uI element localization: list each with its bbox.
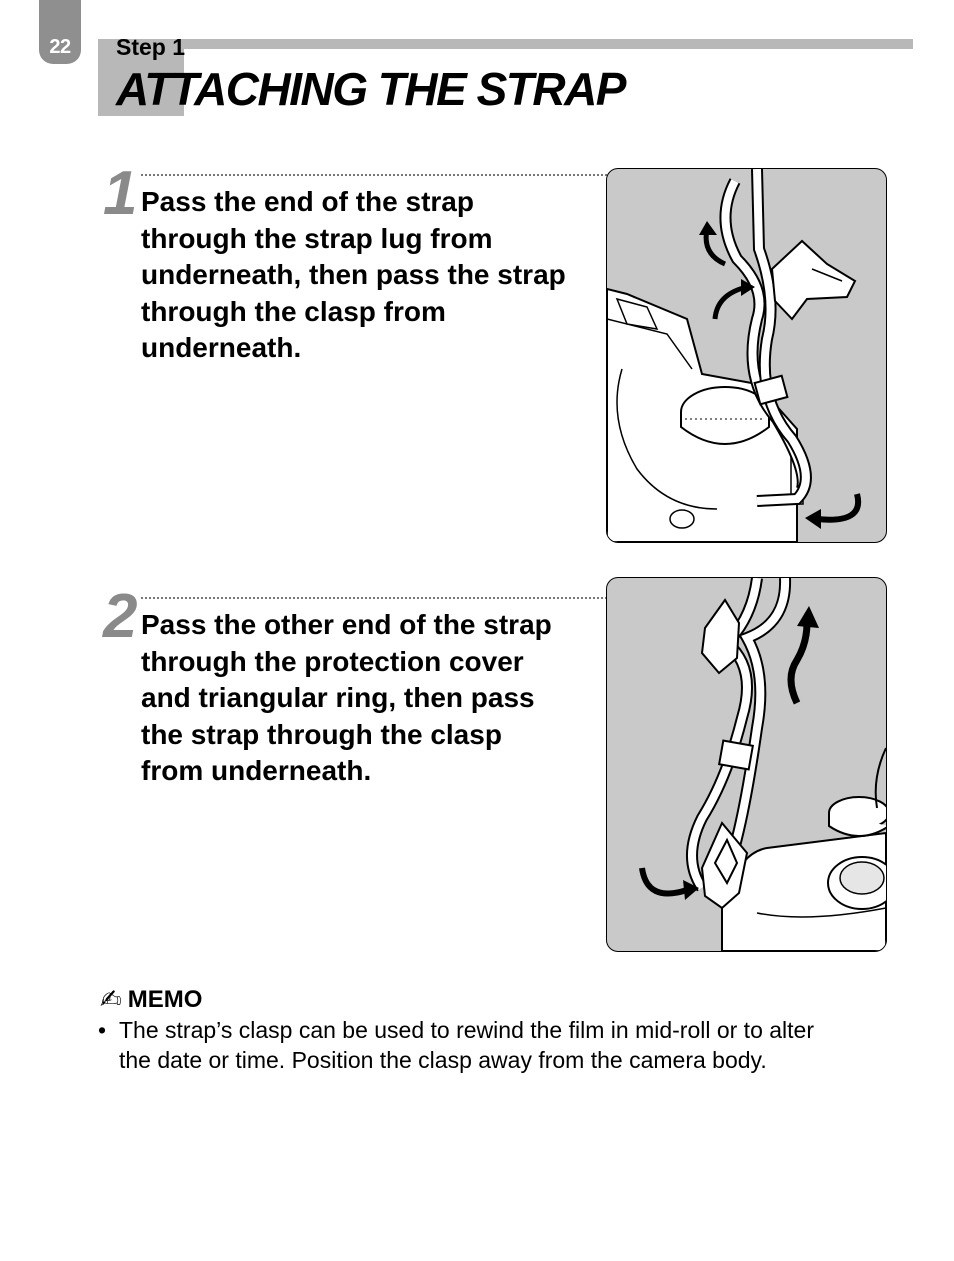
memo-item-text: The strap’s clasp can be used to rewind the film in mid-roll or to alter the date or time. Position the clasp away from the camera body. xyxy=(119,1017,814,1073)
bullet: • xyxy=(98,1017,107,1043)
step-header-bar xyxy=(98,39,913,49)
step-2-instruction: Pass the other end of the strap through the protection cover and triangular ring, then pass the strap through the clasp from underneath. xyxy=(141,609,552,786)
page-number: 22 xyxy=(49,36,71,58)
memo-title: MEMO xyxy=(127,985,203,1013)
page-title: ATTACHING THE STRAP xyxy=(116,63,625,115)
step-2-divider xyxy=(141,597,607,599)
step-label: Step 1 xyxy=(116,34,186,60)
memo-item xyxy=(98,1015,818,1075)
step-number-2: 2 xyxy=(103,582,136,651)
step-1-instruction: Pass the end of the strap through the strap lug from underneath, then pass the strap through the clasp from underneath. xyxy=(141,186,566,363)
step-1-illustration xyxy=(606,168,887,543)
step-1-divider xyxy=(141,174,607,176)
memo-header xyxy=(100,984,202,1015)
memo-list xyxy=(98,1015,818,1075)
step-number-1: 1 xyxy=(103,159,136,228)
pencil-writing-icon: ✍ xyxy=(100,984,122,1014)
step-2-illustration xyxy=(606,577,887,952)
